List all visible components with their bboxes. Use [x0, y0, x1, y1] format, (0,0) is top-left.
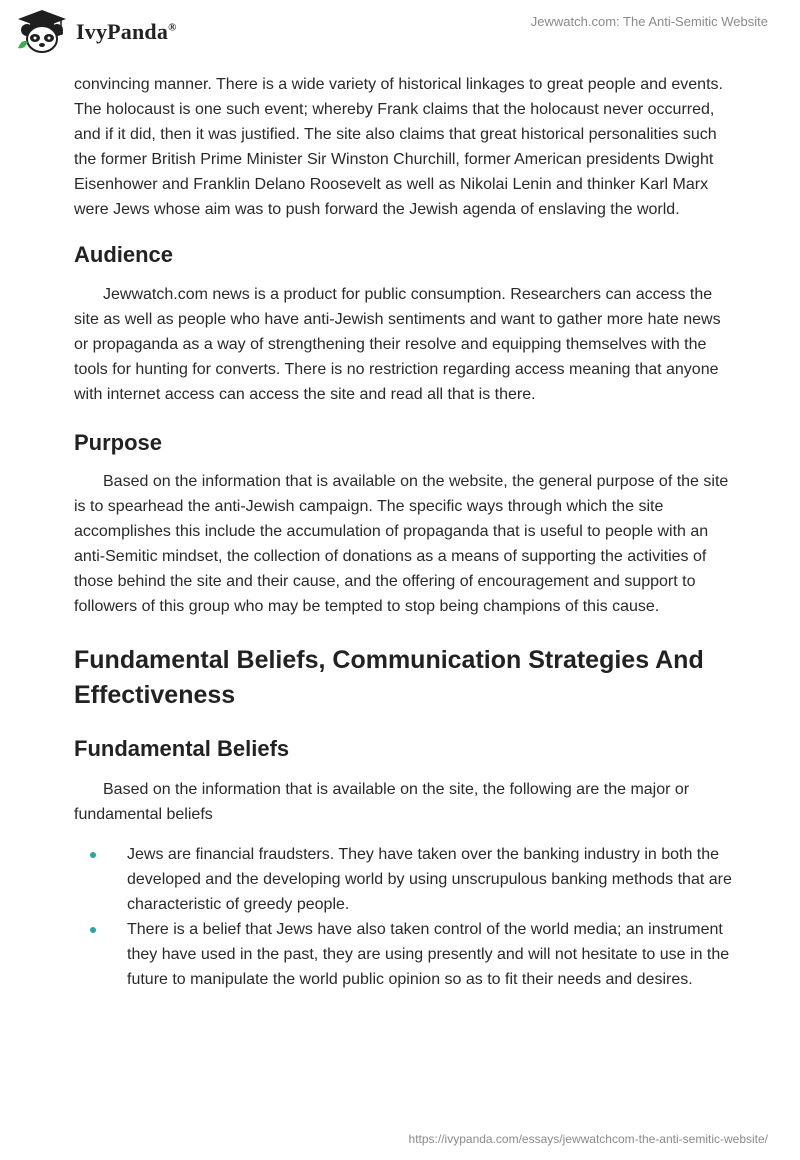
source-url[interactable]: https://ivypanda.com/essays/jewwatchcom-the-anti-semitic-website/ — [408, 1132, 768, 1146]
beliefs-list — [74, 842, 734, 992]
panda-graduate-icon — [14, 8, 70, 56]
bullet-icon — [90, 852, 96, 858]
beliefs-paragraph: Based on the information that is available on the site, the following are the major or fundamental beliefs — [74, 781, 690, 823]
intro-paragraph: convincing manner. There is a wide variety of historical linkages to great people and events. The holocaust is one such event; whereby Frank claims that the holocaust never occurred, and if it did, then it was justified. The site also claims that great historical personalities such the former British Prime Minister Sir Winston Churchill, former American presidents Dwight Eisenhower and Franklin Delano Roosevelt as well as Nikolai Lenin and thinker Karl Marx were Jews whose aim was to push forward the Jewish agenda of enslaving the world. — [74, 76, 723, 218]
list-item — [74, 917, 734, 992]
beliefs-heading: Fundamental Beliefs — [74, 736, 290, 761]
brand-name: IvyPanda® — [76, 19, 177, 44]
list-item-text: There is a belief that Jews have also taken control of the world media; an instrument they have used in the past, they are using presently and will not hesitate to use in the future to manipulate the world public opinion so as to fit their needs and desires. — [127, 921, 730, 988]
registered-mark: ® — [168, 21, 177, 34]
purpose-heading: Purpose — [74, 430, 163, 455]
ivypanda-logo[interactable] — [14, 8, 177, 56]
main-section-heading: Fundamental Beliefs, Communication Strategies And Effectiveness — [74, 646, 704, 709]
page-header — [0, 0, 800, 70]
essay-content — [74, 72, 734, 992]
audience-heading: Audience — [74, 242, 174, 267]
bullet-icon — [90, 927, 96, 933]
purpose-paragraph: Based on the information that is available on the website, the general purpose of the site is to spearhead the anti-Jewish campaign. The specific ways through which the site accomplishes this include the accumulation of propaganda that is useful to people with an anti-Semitic mindset, the collection of donations as a means of supporting the activities of those behind the site and their cause, and the offering of encouragement and support to followers of this group who may be tempted to stop being champions of this cause. — [74, 473, 729, 615]
audience-paragraph: Jewwatch.com news is a product for public consumption. Researchers can access the site as well as people who have anti-Jewish sentiments and want to gather more hate news or propaganda as a way of strengthening their resolve and equipping themselves with the tools for hunting for converts. There is no restriction regarding access meaning that anyone with internet access can access the site and read all that is there. — [74, 286, 721, 403]
list-item-text: Jews are financial fraudsters. They have taken over the banking industry in both the developed and the developing world by using unscrupulous banking methods that are characteristic of greedy people. — [127, 846, 732, 913]
list-item — [74, 842, 734, 917]
document-title: Jewwatch.com: The Anti-Semitic Website — [530, 14, 768, 29]
